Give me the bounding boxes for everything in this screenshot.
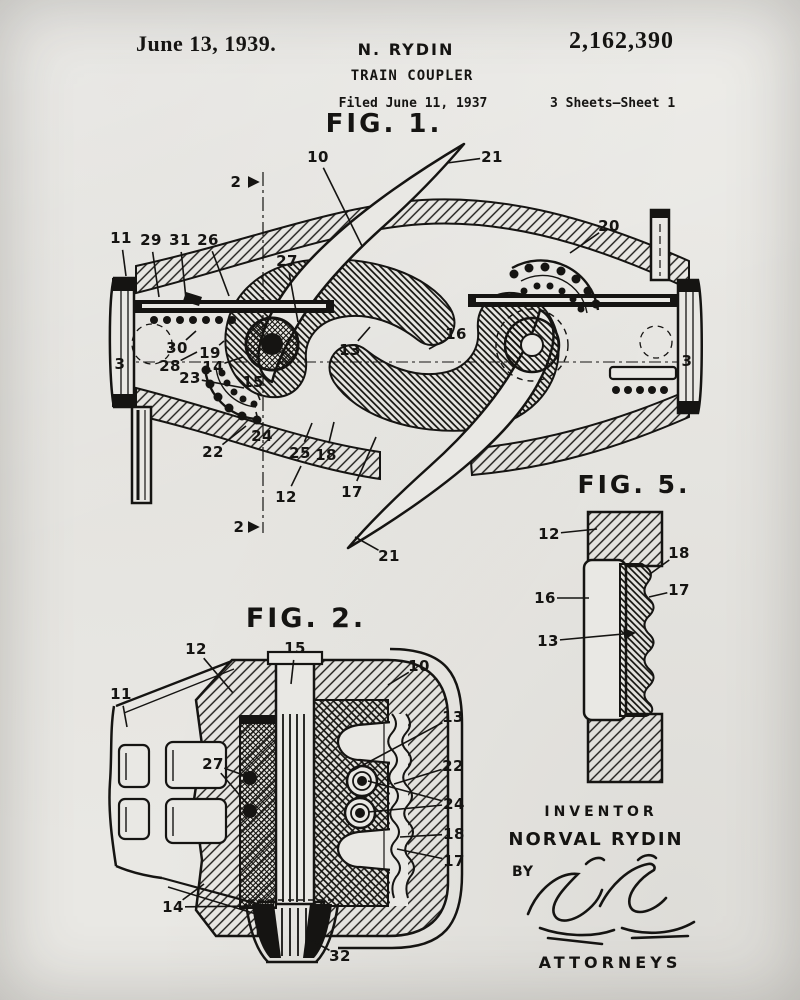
by-label: BY	[512, 864, 535, 880]
sheet-number-line: 3 Sheets—Sheet 1	[550, 96, 676, 111]
part-number-label-12: 12	[275, 488, 297, 506]
part-number-label-25: 25	[289, 444, 311, 462]
part-number-label-27: 27	[276, 252, 298, 270]
part-number-label-31: 31	[169, 231, 191, 249]
part-number-label-15: 15	[284, 639, 306, 657]
part-number-label-2: 2	[230, 173, 242, 191]
part-number-label-26: 26	[197, 231, 219, 249]
part-number-label-32: 32	[329, 947, 351, 965]
part-number-label-17: 17	[341, 483, 363, 501]
part-number-label-18: 18	[443, 825, 465, 843]
attorneys-caption: ATTORNEYS	[538, 953, 682, 972]
part-number-label-29: 29	[140, 231, 162, 249]
fig2-drawing	[109, 649, 462, 962]
inventor-surname: N. RYDIN	[357, 40, 455, 59]
part-number-label-13: 13	[537, 632, 559, 650]
part-number-label-3: 3	[681, 352, 693, 370]
part-number-label-17: 17	[443, 852, 465, 870]
part-number-label-16: 16	[534, 589, 556, 607]
part-number-label-14: 14	[162, 898, 184, 916]
part-number-label-19: 19	[199, 344, 221, 362]
part-number-label-22: 22	[202, 443, 224, 461]
part-number-label-21: 21	[481, 148, 503, 166]
part-number-label-30: 30	[166, 339, 188, 357]
part-number-label-16: 16	[445, 325, 467, 343]
inventor-caption: INVENTOR	[544, 804, 658, 820]
part-number-label-28: 28	[159, 357, 181, 375]
part-number-label-27: 27	[202, 755, 224, 773]
part-number-label-10: 10	[307, 148, 329, 166]
part-number-label-14: 14	[202, 358, 224, 376]
fig5-drawing	[584, 512, 662, 782]
part-number-label-20: 20	[598, 217, 620, 235]
part-number-label-12: 12	[185, 640, 207, 658]
part-number-label-23: 23	[179, 369, 201, 387]
part-number-label-12: 12	[538, 525, 560, 543]
inventor-full-name: NORVAL RYDIN	[508, 829, 684, 850]
part-number-label-17: 17	[668, 581, 690, 599]
part-number-label-24: 24	[251, 427, 273, 445]
patent-date: June 13, 1939.	[136, 31, 277, 56]
part-number-label-21: 21	[378, 547, 400, 565]
part-number-label-18: 18	[315, 446, 337, 464]
part-number-label-24: 24	[443, 795, 465, 813]
part-number-label-10: 10	[408, 657, 430, 675]
filed-date-line: Filed June 11, 1937	[338, 96, 488, 111]
patent-number: 2,162,390	[569, 28, 674, 54]
fig5-title: FIG. 5.	[577, 470, 691, 499]
attorney-signature-scrawl	[528, 855, 694, 944]
part-number-label-13: 13	[339, 341, 361, 359]
fig1-title: FIG. 1.	[325, 109, 443, 139]
part-number-label-13: 13	[442, 708, 464, 726]
fig2-title: FIG. 2.	[245, 603, 367, 634]
part-number-label-15: 15	[242, 373, 264, 391]
part-number-label-3: 3	[114, 355, 126, 373]
part-number-label-11: 11	[110, 229, 132, 247]
part-number-label-18: 18	[668, 544, 690, 562]
patent-title: TRAIN COUPLER	[350, 68, 474, 84]
part-number-label-2: 2	[233, 518, 245, 536]
part-number-label-22: 22	[442, 757, 464, 775]
part-number-label-11: 11	[110, 685, 132, 703]
